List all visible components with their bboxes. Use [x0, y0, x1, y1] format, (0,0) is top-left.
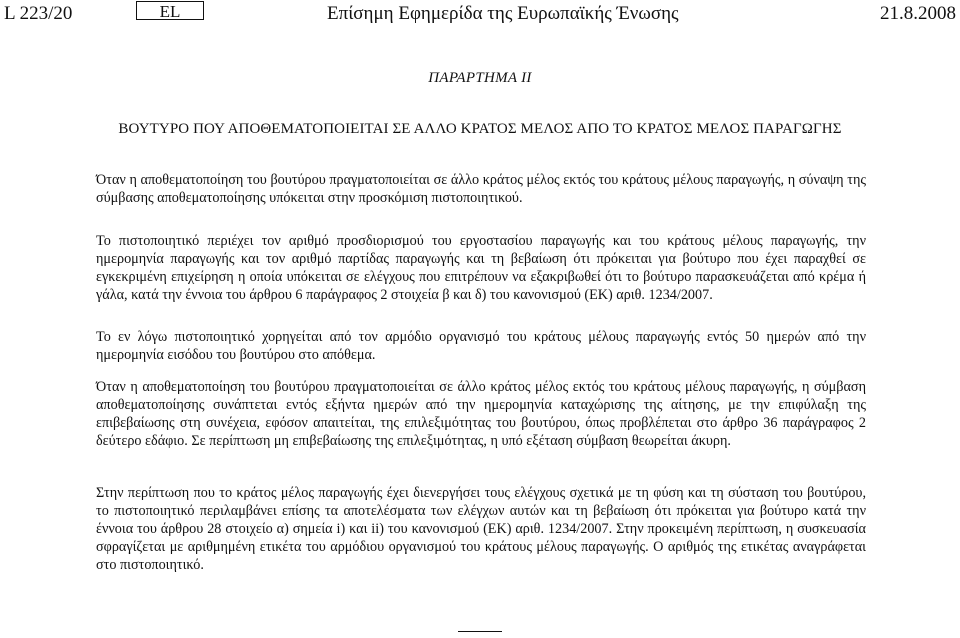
page-reference: L 223/20 [4, 3, 73, 24]
publication-date: 21.8.2008 [880, 3, 956, 24]
language-code-box: EL [136, 1, 204, 20]
annex-label: ΠΑΡΑΡΤΗΜΑ II [428, 70, 532, 86]
paragraph-4: Όταν η αποθεματοποίηση του βουτύρου πραγματοποιείται σε άλλο κράτος μέλος εκτός του κράτους μέλους παραγωγής, η σύμβαση αποθεματοποίησης συνάπτεται εντός εξήντα ημερών από την ημερομηνία καταχώρισης της αίτησης, με την επιφύλαξη της επιβεβαίωσης στη συνέχεια, εφόσον απαιτείται, της επιλεξιμότητας του βουτύρου, όπως προβλέπεται στο άρθρο 36 παράγραφος 2 δεύτερο εδάφιο. Σε περίπτωση μη επιβεβαίωσης της επιλεξιμότητας, η υπό εξέταση σύμβαση θεωρείται άκυρη. [96, 379, 866, 449]
end-rule [458, 631, 502, 632]
paragraph-3: Το εν λόγω πιστοποιητικό χορηγείται από τον αρμόδιο οργανισμό του κράτους μέλους παραγωγής εντός 50 ημερών από την ημερομηνία εισόδου του βουτύρου στο απόθεμα. [96, 329, 866, 363]
paragraph-5: Στην περίπτωση που το κράτος μέλος παραγωγής έχει διενεργήσει τους ελέγχους σχετικά με τη φύση και τη σύσταση του βουτύρου, το πιστοποιητικό περιλαμβάνει επίσης τα αποτελέσματα των ελέγχων αυτών και τη βεβαίωση ότι πρόκειται για βούτυρο κατά την έννοια του άρθρου 28 στοιχείο α) σημεία i) και ii) του κανονισμού (ΕΚ) αριθ. 1234/2007. Στην προκειμένη περίπτωση, η συσκευασία σφραγίζεται με αριθμημένη ετικέτα του αρμόδιου οργανισμού του κράτους μέλους παραγωγής. Ο αριθμός της ετικέτας αναγράφεται στο πιστοποιητικό. [96, 485, 866, 573]
journal-title: Επίσημη Εφημερίδα της Ευρωπαϊκής Ένωσης [327, 3, 679, 24]
annex-title: ΒΟΥΤΥΡΟ ΠΟΥ ΑΠΟΘΕΜΑΤΟΠΟΙΕΙΤΑΙ ΣΕ ΑΛΛΟ ΚΡΑΤΟΣ ΜΕΛΟΣ ΑΠΟ ΤΟ ΚΡΑΤΟΣ ΜΕΛΟΣ ΠΑΡΑΓΩΓΗΣ [118, 121, 842, 137]
paragraph-2: Το πιστοποιητικό περιέχει τον αριθμό προσδιορισμού του εργοστασίου παραγωγής και του κράτους μέλους παραγωγής, την ημερομηνία παραγωγής και τον αριθμό παρτίδας παραγωγής και τη βεβαίωση ότι πρόκειται για βούτυρο που έχει παραχθεί σε εγκεκριμένη επιχείρηση η οποία υπόκειται σε ελέγχους που επιτρέπουν να εξακριβωθεί ότι το βούτυρο παρασκευάζεται από κρέμα ή γάλα, κατά την έννοια του άρθρου 6 παράγραφος 2 στοιχεία β και δ) του κανονισμού (ΕΚ) αριθ. 1234/2007. [96, 233, 866, 303]
paragraph-1: Όταν η αποθεματοποίηση του βουτύρου πραγματοποιείται σε άλλο κράτος μέλος εκτός του κράτους μέλους παραγωγής, η σύναψη της σύμβασης αποθεματοποίησης υπόκειται στην προσκόμιση πιστοποιητικού. [96, 172, 866, 206]
page-header [0, 0, 960, 30]
